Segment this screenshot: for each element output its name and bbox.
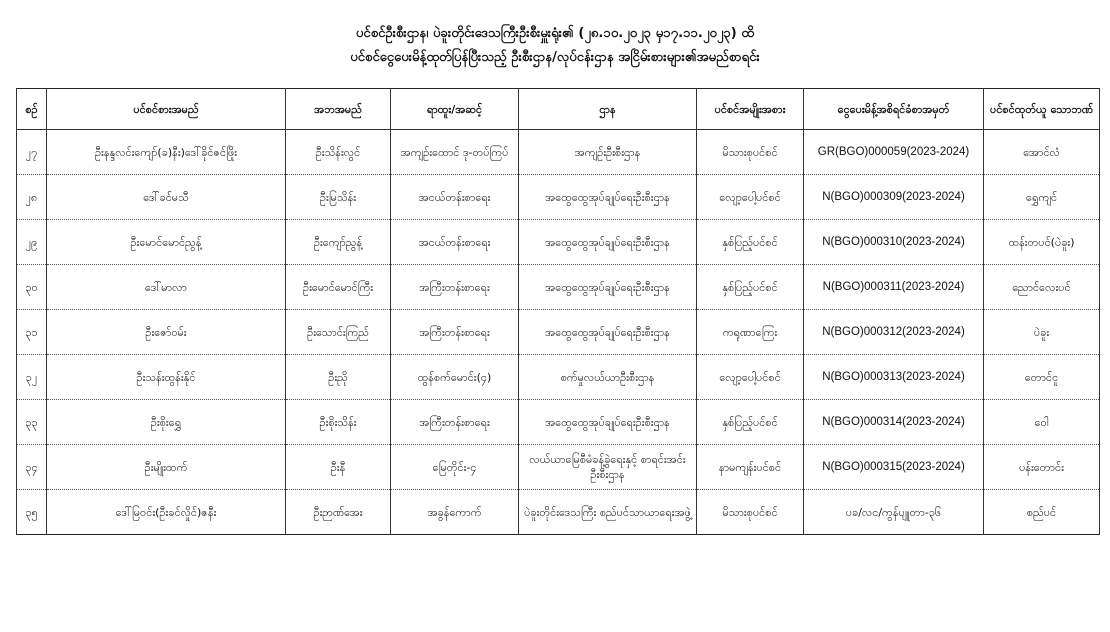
cell-pension-type: နာမကျန်းပင်စင် [697, 445, 804, 490]
cell-father-name: ဦးကျော်ညွန့် [286, 220, 391, 265]
cell-bank: ထန်းတပင်(ပဲခူး) [984, 220, 1100, 265]
cell-department: အထွေထွေအုပ်ချုပ်ရေးဦးစီးဌာန [519, 220, 697, 265]
cell-father-name: ဦးသောင်းကြည် [286, 310, 391, 355]
cell-serial: ၃၅ [17, 490, 47, 535]
header-pension-type: ပင်စင်အမျိုးအစား [697, 89, 804, 130]
cell-rank: ထွန်စက်မောင်း(၄) [391, 355, 519, 400]
cell-department: အထွေထွေအုပ်ချုပ်ရေးဦးစီးဌာန [519, 265, 697, 310]
cell-rank: အကြီးတန်းစာရေး [391, 265, 519, 310]
cell-pension-type: မိသားစုပင်စင် [697, 130, 804, 175]
cell-serial: ၂၉ [17, 220, 47, 265]
cell-father-name: ဦးညို [286, 355, 391, 400]
cell-pensioner-name: ဦးမောင်မောင်ညွန့် [47, 220, 286, 265]
header-father-name: အဘအမည် [286, 89, 391, 130]
cell-serial: ၃၀ [17, 265, 47, 310]
cell-serial: ၃၂ [17, 355, 47, 400]
cell-pension-type: နှစ်ပြည့်ပင်စင် [697, 265, 804, 310]
document-title-line-2: ပင်စင်ငွေပေးမိန့်ထုတ်ပြန်ပြီးသည့် ဦးစီးဌာန/လုပ်ငန်းဌာန အငြိမ်းစားများ၏အမည်စာရင်း [350, 50, 760, 65]
cell-order-number: GR(BGO)000059(2023-2024) [804, 130, 984, 175]
cell-bank: အောင်လံ [984, 130, 1100, 175]
cell-department: အထွေထွေအုပ်ချုပ်ရေးဦးစီးဌာန [519, 400, 697, 445]
cell-pension-type: ကရုဏာကြေး [697, 310, 804, 355]
cell-pensioner-name: ဦးသန်းထွန်းနိုင် [47, 355, 286, 400]
header-department: ဌာန [519, 89, 697, 130]
cell-department: အကျဉ်းဦးစီးဌာန [519, 130, 697, 175]
cell-order-number: N(BGO)000311(2023-2024) [804, 265, 984, 310]
cell-father-name: ဦးမြသိန်း [286, 175, 391, 220]
table-row [17, 175, 1100, 220]
cell-bank: တောင်ငူ [984, 355, 1100, 400]
cell-serial: ၂၇ [17, 130, 47, 175]
cell-department: ပဲခူးတိုင်းဒေသကြီး စည်ပင်သာယာရေးအဖွဲ့ [519, 490, 697, 535]
table-row [17, 400, 1100, 445]
table-row [17, 130, 1100, 175]
cell-father-name: ဦးနီ [286, 445, 391, 490]
cell-pensioner-name: ဦးစိုးရွှေ [47, 400, 286, 445]
cell-order-number: ပခ/လင/ကွန်ပျူတာ-၃၆ [804, 490, 984, 535]
cell-order-number: N(BGO)000310(2023-2024) [804, 220, 984, 265]
pension-list-table [16, 88, 1100, 535]
cell-department: လယ်ယာမြေစီမံခန့်ခွဲရေးနှင့် စာရင်းအင်းဦးစီးဌာန [519, 445, 697, 490]
cell-pensioner-name: ဒေါ်မြဝင်း(ဦးခင်လှိုင်)ဇနီး [47, 490, 286, 535]
cell-department: အထွေထွေအုပ်ချုပ်ရေးဦးစီးဌာန [519, 175, 697, 220]
header-order-number: ငွေပေးမိန့်အစိရင်ခံစာအမှတ် [804, 89, 984, 130]
document-header [0, 22, 1110, 70]
cell-serial: ၃၄ [17, 445, 47, 490]
cell-pensioner-name: ဦးနန္ဒလင်းကျော်(ခ)နီး)ဒေါ်ခိုင်ဇင်ဖြိုး [47, 130, 286, 175]
cell-department: အထွေထွေအုပ်ချုပ်ရေးဦးစီးဌာန [519, 310, 697, 355]
cell-pensioner-name: ဒေါ်မာလာ [47, 265, 286, 310]
table-row [17, 355, 1100, 400]
cell-department: စက်မှုလယ်ယာဦးစီးဌာန [519, 355, 697, 400]
cell-pension-type: လျော့ပေါ့ပင်စင် [697, 175, 804, 220]
cell-pension-type: မိသားစုပင်စင် [697, 490, 804, 535]
cell-bank: ဝေါ [984, 400, 1100, 445]
cell-rank: အခွန်ကောက် [391, 490, 519, 535]
table-row [17, 265, 1100, 310]
cell-pensioner-name: ဦးမျိုးထက် [47, 445, 286, 490]
table-row [17, 490, 1100, 535]
cell-serial: ၃၃ [17, 400, 47, 445]
cell-father-name: ဦးစိုးသိန်း [286, 400, 391, 445]
table-row [17, 310, 1100, 355]
cell-pension-type: လျော့ပေါ့ပင်စင် [697, 355, 804, 400]
cell-order-number: N(BGO)000312(2023-2024) [804, 310, 984, 355]
cell-order-number: N(BGO)000309(2023-2024) [804, 175, 984, 220]
document-title-line-1: ပင်စင်ဦးစီးဌာန၊ ပဲခူးတိုင်းဒေသကြီးဦးစီးမှူးရုံး၏ (၂၈.၁၀.၂၀၂၃ မှ၁၇.၁၁.၂၀၂၃) ထိ [355, 26, 755, 41]
header-pensioner-name: ပင်စင်စားအမည် [47, 89, 286, 130]
header-serial: စဉ် [17, 89, 47, 130]
cell-bank: ပဲခူး [984, 310, 1100, 355]
table-row [17, 445, 1100, 490]
cell-serial: ၂၈ [17, 175, 47, 220]
cell-pensioner-name: ဦးဇော်ဝမ်း [47, 310, 286, 355]
cell-rank: အကျဉ်းထောင် ဒု-တပ်ကြပ် [391, 130, 519, 175]
cell-bank: ရွှေကျင် [984, 175, 1100, 220]
cell-bank: ပန်းတောင်း [984, 445, 1100, 490]
cell-bank: စည်ပင် [984, 490, 1100, 535]
header-rank: ရာထူး/အဆင့် [391, 89, 519, 130]
cell-father-name: ဦးမောင်မောင်ကြီး [286, 265, 391, 310]
cell-father-name: ဦးသိန်းလွင် [286, 130, 391, 175]
cell-order-number: N(BGO)000315(2023-2024) [804, 445, 984, 490]
cell-rank: မြေတိုင်း-၄ [391, 445, 519, 490]
cell-rank: အကြီးတန်းစာရေး [391, 310, 519, 355]
cell-rank: အငယ်တန်းစာရေး [391, 175, 519, 220]
cell-pensioner-name: ဒေါ်ခင်မသီ [47, 175, 286, 220]
cell-serial: ၃၁ [17, 310, 47, 355]
cell-order-number: N(BGO)000313(2023-2024) [804, 355, 984, 400]
cell-father-name: ဦးဉာဏ်အေး [286, 490, 391, 535]
cell-rank: အကြီးတန်းစာရေး [391, 400, 519, 445]
cell-order-number: N(BGO)000314(2023-2024) [804, 400, 984, 445]
table-row [17, 220, 1100, 265]
header-bank: ပင်စင်ထုတ်ယူ သောဘဏ် [984, 89, 1100, 130]
cell-pension-type: နှစ်ပြည့်ပင်စင် [697, 400, 804, 445]
cell-pension-type: နှစ်ပြည့်ပင်စင် [697, 220, 804, 265]
table-header-row [17, 89, 1100, 130]
cell-rank: အငယ်တန်းစာရေး [391, 220, 519, 265]
cell-bank: ညောင်လေးပင် [984, 265, 1100, 310]
